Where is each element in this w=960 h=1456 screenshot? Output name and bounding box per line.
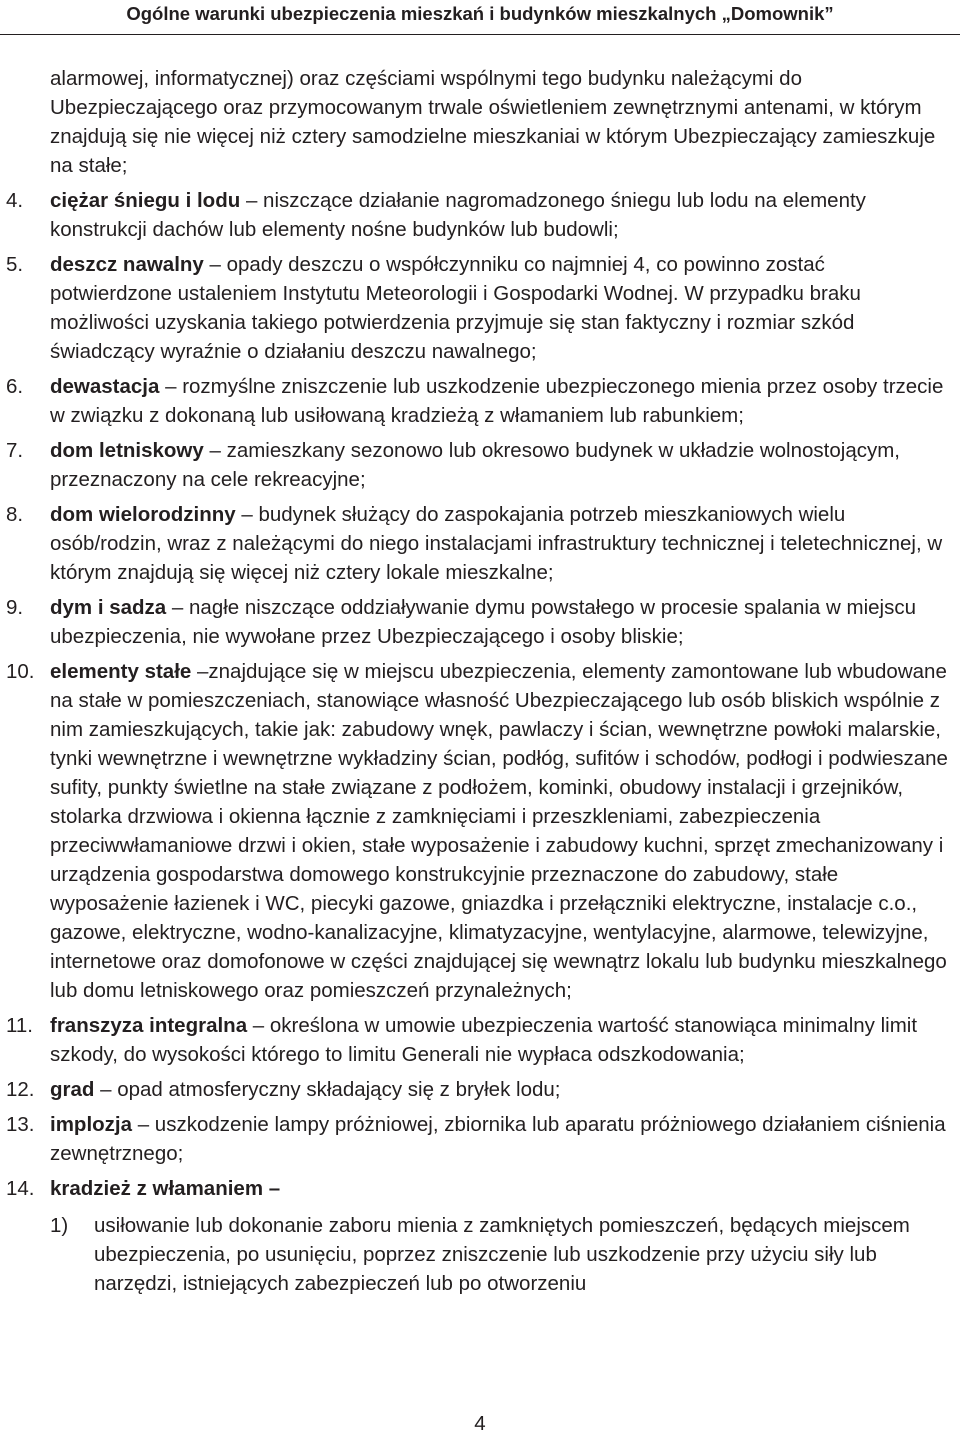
item-text: – rozmyślne zniszczenie lub uszkodzenie ubezpieczonego mienia przez osoby trzecie w związku z dokonaną lub usiłowaną kradzieżą z włamaniem lub rabunkiem; [50, 375, 944, 427]
definition-item [0, 1011, 952, 1069]
item-term: implozja [50, 1113, 133, 1136]
definition-item [0, 436, 952, 494]
item-text: – uszkodzenie lampy próżniowej, zbiornika lub aparatu próżniowego działaniem ciśnienia zewnętrznego; [50, 1113, 946, 1165]
item-number: 13. [6, 1113, 35, 1136]
item-number: 12. [6, 1078, 35, 1101]
definition-item [0, 1075, 952, 1104]
definition-item [0, 657, 952, 1005]
item-number: 4. [6, 189, 24, 212]
item-number: 5. [6, 253, 24, 276]
item-number: 10. [6, 660, 35, 683]
definition-item [0, 1174, 952, 1298]
item-text: – budynek służący do zaspokajania potrzeb mieszkaniowych wielu osób/rodzin, wraz z należącymi do niego instalacjami infrastruktury technicznej i teletechnicznej, w którym znajdują się więcej niż cztery lokale mieszkalne; [50, 503, 943, 584]
item-number: 9. [6, 596, 24, 619]
item-text: – nagłe niszczące oddziaływanie dymu powstałego w procesie spalania w miejscu ubezpieczenia, nie wywołane przez Ubezpieczającego i osoby bliskie; [50, 596, 917, 648]
item-term: dom wielorodzinny [50, 503, 236, 526]
page-number: 4 [474, 1412, 486, 1435]
item-text: – opady deszczu o współczynniku co najmniej 4, co powinno zostać potwierdzone ustaleniem Instytutu Meteorologii i Gospodarki Wodnej. W przypadku braku możliwości uzyskania takiego potwierdzenia przyjmuje się stan faktyczny i rozmiar szkód świadczący wyraźnie o działaniu deszczu nawalnego; [50, 253, 861, 363]
item-term: deszcz nawalny [50, 253, 204, 276]
sub-item-text: usiłowanie lub dokonanie zaboru mienia z zamkniętych pomieszczeń, będących miejscem ubezpieczenia, po usunięciu, poprzez zniszczenie lub uszkodzenie przy użyciu siły lub narzędzi, istniejących zabezpieczeń lub po otworzeniu [94, 1214, 910, 1295]
item-number: 11. [6, 1014, 33, 1037]
continued-paragraph: alarmowej, informatycznej) oraz częściami wspólnymi tego budynku należącymi do Ubezpieczającego oraz przymocowanym trwale oświetleniem zewnętrznymi antenami, w którym znajdują się nie więcej niż cztery samodzielne mieszkaniai w którym Ubezpieczający zamieszkuje na stałe; [50, 67, 936, 177]
item-term: dym i sadza [50, 596, 167, 619]
item-term: dom letniskowy [50, 439, 204, 462]
definition-item [0, 1110, 952, 1168]
definition-item [0, 372, 952, 430]
definition-item [0, 250, 952, 366]
item-number: 8. [6, 503, 24, 526]
item-text: –znajdujące się w miejscu ubezpieczenia, elementy zamontowane lub wbudowane na stałe w pomieszczeniach, stanowiące własność Ubezpieczającego lub osób bliskich wspólnie z nim zamieszkujących, takie jak: zabudowy wnęk, pawlaczy i ścian, wewnętrzne powłoki malarskie, tynki wewnętrzne i wewnętrzne wykładziny ścian, podłóg, sufitów i schodów, podłogi i podwieszane sufity, punkty świetlne na stałe związane z podłożem, kominki, obudowy instalacji i grzejników, stolarka drzwiowa i okienna łącznie z zamknięciami i przeszkleniami, zabezpieczenia przeciwwłamaniowe drzwi i okien, stałe wyposażenie i zabudowy kuchni, sprzęt zmechanizowany i urządzenia gospodarstwa domowego konstrukcyjnie przeznaczone do zabudowy, stałe wyposażenie łazienek i WC, piecyki gazowe, gniazdka i przełączniki elektryczne, instalacje c.o., gazowe, elektryczne, wodno-kanalizacyjne, klimatyzacyjne, wentylacyjne, alarmowe, telewizyjne, internetowe oraz domofonowe w części znajdującej się wewnątrz lokalu lub budynku mieszkalnego lub domu letniskowego oraz pomieszczeń przynależnych; [50, 660, 948, 1002]
document-title: Ogólne warunki ubezpieczenia mieszkań i budynków mieszkalnych „Domownik” [126, 3, 834, 24]
item-term: grad [50, 1078, 95, 1101]
document-body [0, 64, 960, 1304]
item-text: – określona w umowie ubezpieczenia wartość stanowiąca minimalny limit szkody, do wysokości którego to limitu Generali nie wypłaca odszkodowania; [50, 1014, 918, 1066]
item-term: dewastacja [50, 375, 160, 398]
item-term: franszyza integralna [50, 1014, 248, 1037]
item-text: – opad atmosferyczny składający się z bryłek lodu; [94, 1078, 561, 1101]
definition-item [0, 593, 952, 651]
sub-item [50, 1211, 952, 1298]
item-term: elementy stałe [50, 660, 192, 683]
sub-item-number: 1) [50, 1214, 69, 1237]
item-term: kradzież z włamaniem – [50, 1177, 281, 1200]
definition-item [0, 186, 952, 244]
item-number: 6. [6, 375, 24, 398]
item-number: 14. [6, 1177, 35, 1200]
item-number: 7. [6, 439, 24, 462]
definition-item [0, 500, 952, 587]
item-term: ciężar śniegu i lodu [50, 189, 241, 212]
item-text: – zamieszkany sezonowo lub okresowo budynek w układzie wolnostojącym, przeznaczony na cele rekreacyjne; [50, 439, 900, 491]
header-divider [0, 34, 960, 35]
item-text: – niszczące działanie nagromadzonego śniegu lub lodu na elementy konstrukcji dachów lub elementy nośne budynków lub budowli; [50, 189, 866, 241]
